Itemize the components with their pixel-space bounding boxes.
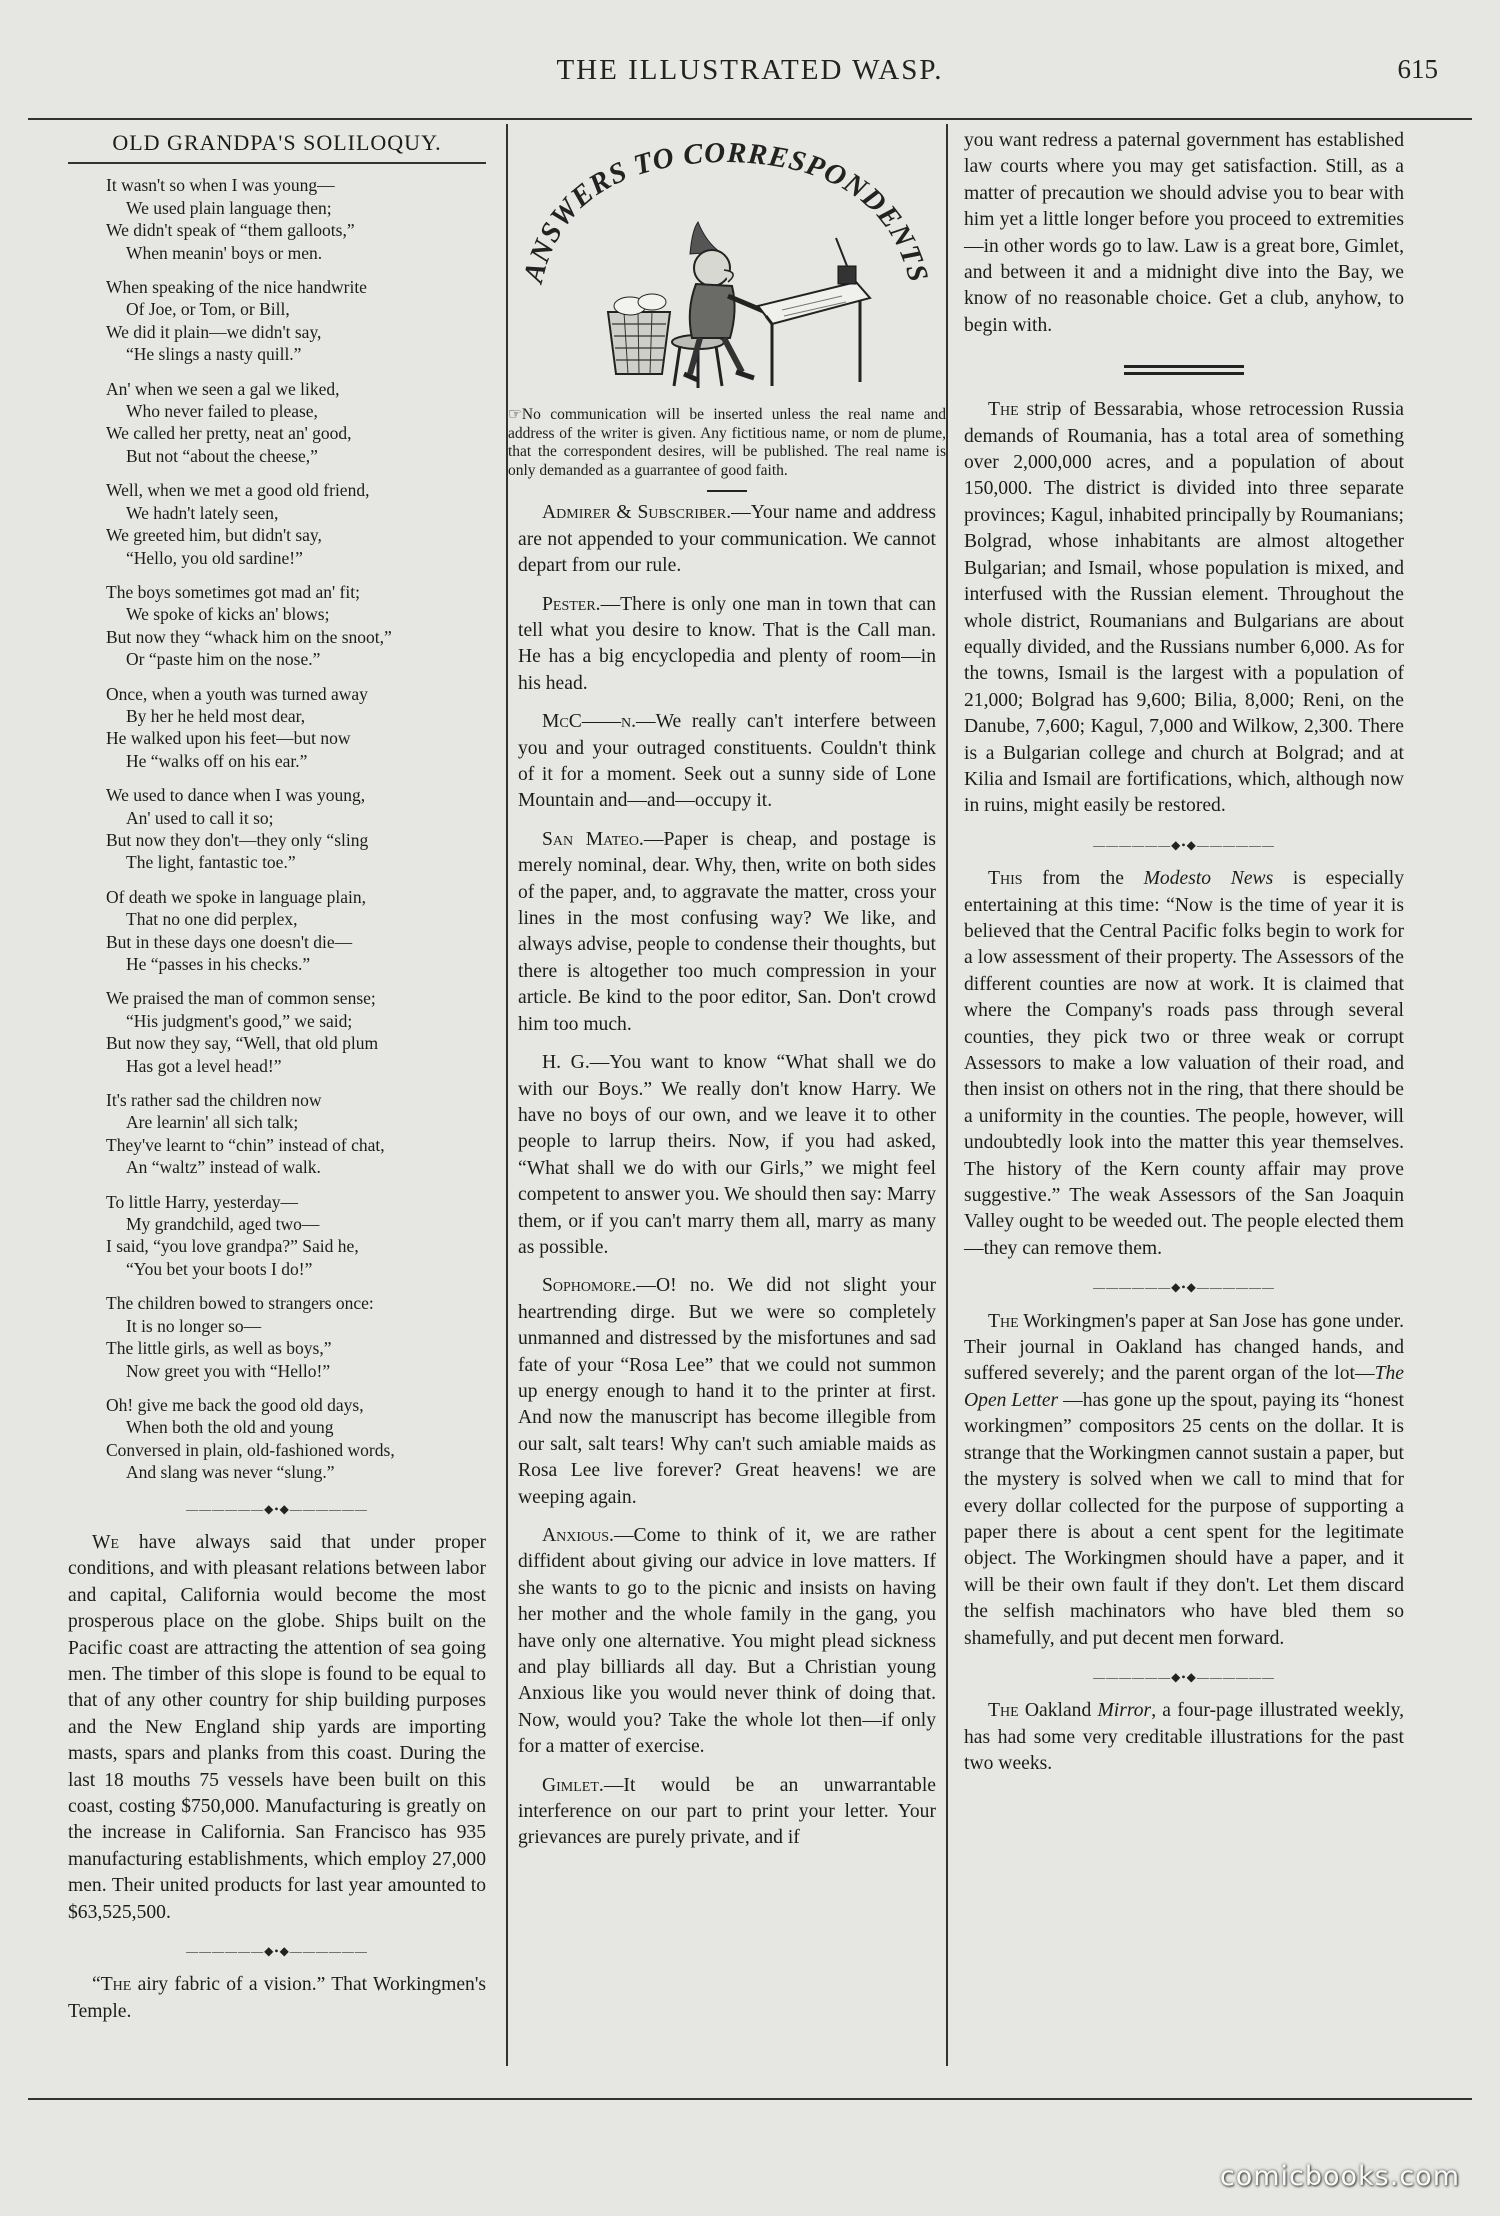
answer-text: —There is only one man in town that can tell what you desire to know. That is the Call man. He has a big encyclopedia and plenty of room—in his head. [518, 593, 936, 694]
poem-stanza [106, 886, 486, 976]
poem-line: We didn't speak of “them galloots,” [106, 220, 355, 241]
poem-stanza [106, 276, 486, 366]
banner-text: ANSWERS TO CORRESPONDENTS [520, 136, 934, 286]
answer-recipient: Admirer & Subscriber. [542, 502, 732, 524]
desk-icon [758, 282, 870, 386]
answer-item [518, 500, 936, 579]
poem-line: But not “about the cheese,” [126, 445, 318, 466]
poem-title: OLD GRANDPA'S SOLILOQUY. [68, 130, 486, 164]
poem-stanza [106, 1089, 486, 1179]
poem-line: We spoke of kicks an' blows; [126, 604, 330, 625]
poem-line: Are learnin' all sich talk; [126, 1112, 299, 1133]
poem-line: They've learnt to “chin” instead of chat, [106, 1134, 385, 1155]
divider [707, 490, 747, 492]
poem-line: We praised the man of common sense; [106, 988, 376, 1009]
poem-line: An' used to call it so; [126, 807, 274, 828]
goblin-writer-illustration [520, 134, 934, 402]
answer-item [518, 592, 936, 698]
section-ornament: ——————◆•◆—————— [186, 1501, 368, 1516]
poem-stanza [106, 683, 486, 773]
poem-line: We did it plain—we didn't say, [106, 321, 322, 342]
answer-item [518, 709, 936, 815]
poem-stanza [106, 784, 486, 874]
poem-line: Has got a level head!” [126, 1055, 282, 1076]
column-1 [68, 128, 486, 2037]
poem-stanza [106, 174, 486, 264]
answer-recipient: Pester. [542, 593, 601, 615]
poem-stanza [106, 1394, 486, 1484]
poem-line: I said, “you love grandpa?” Said he, [106, 1236, 359, 1257]
poem-line: “His judgment's good,” we said; [126, 1010, 353, 1031]
article-workingmens-paper: The Workingmen's paper at San Jose has gone under. Their journal in Oakland has changed hands, and suffered severely; and the parent organ of the lot—The Open Letter —has gone up the spout, paying its “honest workingmen” compositors 25 cents on the dollar. It is strange that the Workingmen cannot sustain a paper, but the mystery is solved when we call to mind that for every dollar collected for the purpose of supporting a paper there is about a cent spent for the legitimate object. The Workingmen should have a paper, and it will be their own fault if they don't. Let them discard the selfish machinators who have bled them so shamefully, and put decent men forward. [964, 1310, 1404, 1649]
poem-body [68, 174, 486, 1483]
article-ship-building: We have always said that under proper conditions, and with pleasant relations between labor and capital, California would become the most prosperous place on the globe. Ships built on the Pacific coast are attracting the attention of sea going men. The timber of this slope is found to be equal to that of any other country for ship building purposes and the New England ship yards are importing masts, spars and planks from this coast. During the last 18 mouths 75 vessels have been built on this coast, costing $750,000. Manufacturing is greatly on the increase in California. San Francisco has 935 manufacturing establishments, which employ 27,000 men. Their united products for last year amounted to $63,525,500. [68, 1531, 486, 1923]
section-ornament: ——————◆•◆—————— [1093, 1669, 1275, 1684]
poem-line: The boys sometimes got mad an' fit; [106, 581, 360, 602]
answer-text: —Come to think of it, we are rather diffident about giving our advice in love matters. If she wants to go to the picnic and insists on having her mother and the whole family in the gang, you have only one alternative. You might plead sickness and play billiards all day. But a Christian young Anxious like you would never think of doing that. Now, would you? Take the whole lot then—if only for a matter of exercise. [518, 1525, 936, 1758]
poem-line: The children bowed to strangers once: [106, 1293, 374, 1314]
poem-line: We greeted him, but didn't say, [106, 525, 322, 546]
poem-line: The light, fantastic toe.” [126, 852, 296, 873]
answer-recipient: McC——n. [542, 711, 637, 733]
poem-line: We called her pretty, neat an' good, [106, 423, 352, 444]
poem-stanza [106, 1292, 486, 1382]
answer-text: —Your name and address are not appended to your communication. We cannot depart from our rule. [518, 502, 936, 577]
poem-line: An' when we seen a gal we liked, [106, 378, 340, 399]
poem-line: He “passes in his checks.” [126, 954, 311, 974]
poem-line: It wasn't so when I was young— [106, 175, 335, 196]
answer-text: —You want to know “What shall we do with our Boys.” We really don't know Harry. We have no boys of our own, and we leave it to other people to larrup theirs. Now, if you had asked, “What shall we do with our Girls,” we might feel competent to answer you. We should then say: Marry them, or if you can't marry them all, marry as many as possible. [518, 1052, 936, 1258]
answer-item [518, 827, 936, 1038]
poem-line: Once, when a youth was turned away [106, 683, 368, 704]
poem-line: “Hello, you old sardine!” [126, 547, 303, 568]
poem-stanza [106, 987, 486, 1077]
inkpot-icon [836, 238, 856, 284]
poem-stanza [106, 1191, 486, 1281]
answer-recipient: Anxious. [542, 1525, 614, 1546]
poem-line: We hadn't lately seen, [126, 502, 279, 523]
poem-line: When both the old and young [126, 1417, 334, 1438]
column-3 [964, 128, 1404, 1790]
watermark: comicbooks.com [1219, 2161, 1460, 2192]
correspondents-notice: ☞No communication will be inserted unless the real name and address of the writer is given. Any fictitious name, or nom de plume, that the correspondent desires, will be published. The real name is only demanded as a guarrantee of good faith. [508, 406, 946, 479]
poem-line: It's rather sad the children now [106, 1090, 322, 1111]
poem-line: Now greet you with “Hello!” [126, 1360, 331, 1381]
answer-item [518, 1273, 936, 1511]
section-ornament: ——————◆•◆—————— [186, 1944, 368, 1959]
poem-stanza [106, 581, 486, 671]
poem-line: It is no longer so— [126, 1315, 262, 1336]
answer-text: —O! no. We did not slight your heartrending dirge. But we were so completely unmanned and distressed by the misfortunes and sad fate of your “Rosa Lee” that we could not summon up energy enough to hand it to the printer at first. And now the manuscript has become illegible from our salt, salt tears! Why can't such amiable maids as Rosa Lee live forever? Great heavens! we are weeping again. [518, 1275, 936, 1508]
poem-line: Oh! give me back the good old days, [106, 1394, 364, 1415]
answer-text: —Paper is cheap, and postage is merely nominal, dear. Why, then, write on both sides of the paper, and, to aggravate the matter, cross your lines in the most confusing way? We like, and always advise, people to condense their thoughts, but there is altogether too much compression in your article. Be kind to the poor editor, San. Don't crowd him too much. [518, 828, 937, 1035]
answer-recipient: Sophomore. [542, 1275, 637, 1297]
poem-line: He walked upon his feet—but now [106, 728, 351, 749]
answer-recipient: Gimlet. [542, 1774, 604, 1796]
basket-icon [608, 294, 670, 374]
article-oakland-mirror: The Oakland Mirror, a four-page illustrated weekly, has had some very creditable illustrations for the past two weeks. [964, 1700, 1404, 1775]
poem-line: That no one did perplex, [126, 909, 298, 930]
poem-line: “He slings a nasty quill.” [126, 344, 302, 365]
poem-line: Conversed in plain, old-fashioned words, [106, 1439, 395, 1460]
poem-line: By her he held most dear, [126, 705, 306, 726]
poem-line: We used plain language then; [126, 197, 332, 218]
double-rule [1124, 365, 1244, 375]
poem-line: Who never failed to please, [126, 401, 318, 422]
section-ornament: ——————◆•◆—————— [1093, 1280, 1275, 1295]
poem-line: An “waltz” instead of walk. [126, 1157, 321, 1178]
article-modesto-news: This from the Modesto News is especially entertaining at this time: “Now is the time of year it is believed that the Central Pacific folks begin to work for a low assessment of their property. The Assessors of the different counties are now at work. It is claimed that where the Company's roads pass through several counties, they pick two or three weak or corrupt Assessors to make a low valuation of their road, and then insist on others not in the ring, that there should be a uniformity in the counties. The people, however, will undoubtedly look into the matter this year themselves. The history of the Kern county affair may prove suggestive.” The weak Assessors of the San Joaquin Valley ought to be weeded out. The people elected them—they can remove them. [964, 868, 1404, 1259]
poem-line: To little Harry, yesterday— [106, 1191, 299, 1212]
poem-line: But now they say, “Well, that old plum [106, 1033, 379, 1054]
footer-rule [28, 2098, 1472, 2100]
poem-line: But in these days one doesn't die— [106, 931, 353, 952]
page-number: 615 [1397, 54, 1438, 84]
poem-line: “You bet your boots I do!” [126, 1258, 313, 1279]
section-ornament: ——————◆•◆—————— [1093, 837, 1275, 852]
poem-line: And slang was never “slung.” [126, 1462, 335, 1483]
poem-line: We used to dance when I was young, [106, 785, 366, 806]
answer-recipient: H. G. [542, 1052, 590, 1074]
poem-line: When speaking of the nice handwrite [106, 277, 367, 298]
poem-line: My grandchild, aged two— [126, 1214, 320, 1235]
answer-text: —We really can't interfere between you and your outraged constituents. Couldn't think of it for a moment. Seek out a sunny side of Lone Mountain and—and—occupy it. [518, 711, 936, 812]
masthead-title: THE ILLUSTRATED WASP. [556, 54, 944, 86]
poem-line: He “walks off on his ear.” [126, 750, 308, 771]
poem-line: Of death we spoke in language plain, [106, 886, 366, 907]
poem-stanza [106, 378, 486, 468]
poem-line: When meanin' boys or men. [126, 242, 323, 263]
poem-line: But now they don't—they only “sling [106, 829, 369, 850]
poem-line: Well, when we met a good old friend, [106, 480, 370, 501]
article-workingmens-temple: “The airy fabric of a vision.” That Workingmen's Temple. [68, 1974, 486, 2022]
column-2 [506, 124, 948, 2066]
answer-recipient: San Mateo. [542, 828, 644, 850]
answer-item [518, 1523, 936, 1761]
header-rule [28, 118, 1472, 120]
poem-line: Of Joe, or Tom, or Bill, [126, 299, 290, 320]
poem-line: The little girls, as well as boys,” [106, 1338, 332, 1359]
gimlet-continued: you want redress a paternal government has established law courts where you may get satisfaction. Still, as a matter of precaution we should advise you to bear with him yet a little longer before you proceed to extremities—in other words go to law. Law is a great bore, Gimlet, and between it and a midnight dive into the Bay, we know of no reasonable choice. Get a club, anyhow, to begin with. [964, 130, 1404, 336]
article-bessarabia: The strip of Bessarabia, whose retrocession Russia demands of Roumania, has a total area of something over 2,000,000 acres, and a population of about 150,000. The district is divided into three separate provinces; Kagul, inhabited principally by Roumanians; Bolgrad, whose inhabitants are almost altogether Bulgarian; and Ismail, whose population is mixed, and interfused with the Russian element. Throughout the whole district, Roumanians and Bulgarians are about equally divided, and the Russians number 6,000. As for the towns, Ismail is the largest with a population of 21,000; Bolgrad has 9,600; Bilia, 8,000; Reni, on the Danube, 7,600; Kagul, 7,000 and Wilkow, 2,300. There is a Bulgarian college and church at Bolgrad; and at Kilia and Ismail are fortifications, which, although now in ruins, might easily be restored. [964, 399, 1404, 817]
poem-line: But now they “whack him on the snoot,” [106, 626, 392, 647]
page-header [30, 52, 1470, 94]
answer-item [518, 1773, 936, 1852]
correspondents-illustration [520, 134, 934, 402]
goblin-writer-icon [684, 222, 766, 380]
answers-list [508, 500, 946, 1852]
poem-stanza [106, 479, 486, 569]
answer-text: —It would be an unwarrantable interference on our part to print your letter. Your grievances are purely private, and if [518, 1774, 936, 1849]
poem-line: Or “paste him on the nose.” [126, 649, 321, 670]
answer-item [518, 1050, 936, 1261]
